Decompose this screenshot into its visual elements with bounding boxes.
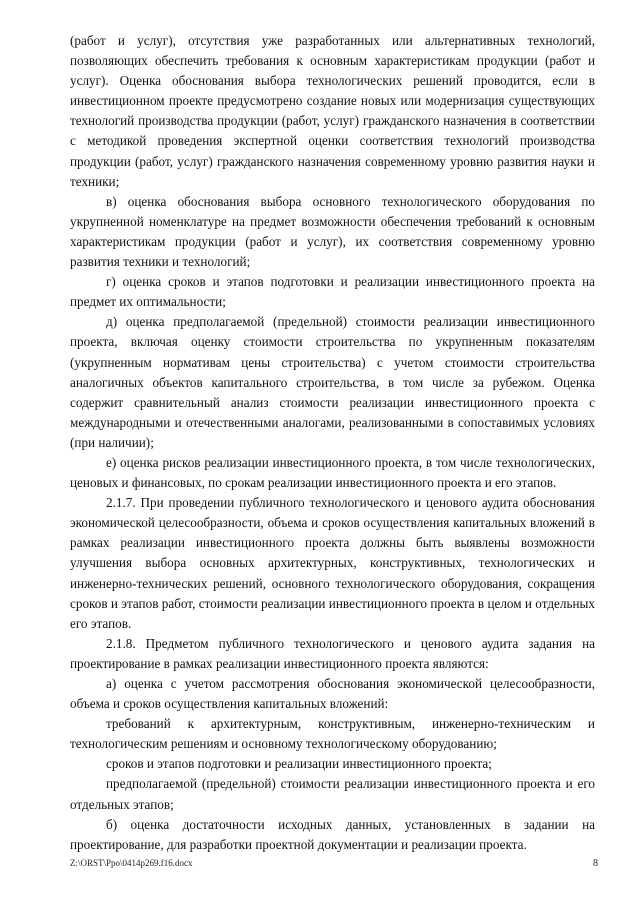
paragraph: б) оценка достаточности исходных данных, установленных в задании на проектирование, для разработки проектной документации и реализации проекта. <box>70 816 595 852</box>
paragraph: требований к архитектурным, конструктивным, инженерно-техническим и технологическим решениям и основному технологическому оборудованию; <box>70 716 595 752</box>
paragraph: 2.1.7. При проведении публичного технологического и ценового аудита обоснования экономической целесообразности, объема и сроков осуществления капитальных вложений в рамках реализации инвестиционного проекта должны быть выявлены возможности улучшения выбора основных архитектурных, конструктивных, технологических и инженерно-технических решений, основного технологического оборудования, сокращения сроков и этапов работ, стоимости реализации инвестиционного проекта в целом и отдельных его этапов. <box>70 495 595 631</box>
document-body <box>70 31 595 855</box>
paragraph: 2.1.8. Предметом публичного технологического и ценового аудита задания на проектирование в рамках реализации инвестиционного проекта являются: <box>70 635 595 671</box>
paragraph: предполагаемой (предельной) стоимости реализации инвестиционного проекта и его отдельных этапов; <box>70 776 595 812</box>
paragraph: а) оценка с учетом рассмотрения обоснования экономической целесообразности, объема и сроков осуществления капитальных вложений: <box>70 676 595 712</box>
paragraph: е) оценка рисков реализации инвестиционного проекта, в том числе технологических, ценовых и финансовых, по срокам реализации инвестиционного проекта и его этапов. <box>70 454 595 491</box>
page-number: 8 <box>593 858 598 869</box>
paragraph: сроков и этапов подготовки и реализации инвестиционного проекта; <box>106 756 492 772</box>
footer-file-path: Z:\ORST\Ppo\0414p269.f16.docx <box>70 858 193 868</box>
paragraph: в) оценка обоснования выбора основного технологического оборудования по укрупненной номенклатуре на предмет возможности обеспечения требований к основным характеристикам продукции (работ и услуг), их соответствия современному уровню развития техники и технологий; <box>70 193 595 270</box>
paragraph: г) оценка сроков и этапов подготовки и реализации инвестиционного проекта на предмет их оптимальности; <box>70 274 595 310</box>
paragraph: д) оценка предполагаемой (предельной) стоимости реализации инвестиционного проекта, включая оценку стоимости строительства по укрупненным показателям (укрупненным нормативам цены строительства) с учетом стоимости строительства аналогичных объектов капитального строительства, в том числе за рубежом. Оценка содержит сравнительный анализ стоимости реализации инвестиционного проекта с международными и отечественными аналогами, реализованными в сопоставимых условиях (при наличии); <box>70 314 595 450</box>
paragraph: (работ и услуг), отсутствия уже разработанных или альтернативных технологий, позволяющих обеспечить требования к основным характеристикам продукции (работ и услуг). Оценка обоснования выбора технологических решений проводится, если в инвестиционном проекте предусмотрено создание новых или модернизация существующих технологий производства продукции (работ, услуг) гражданского назначения в соответствии с методикой проведения экспертной оценки соответствия технологий производства продукции (работ, услуг) гражданского назначения современному уровню развития науки и техники; <box>70 33 595 189</box>
